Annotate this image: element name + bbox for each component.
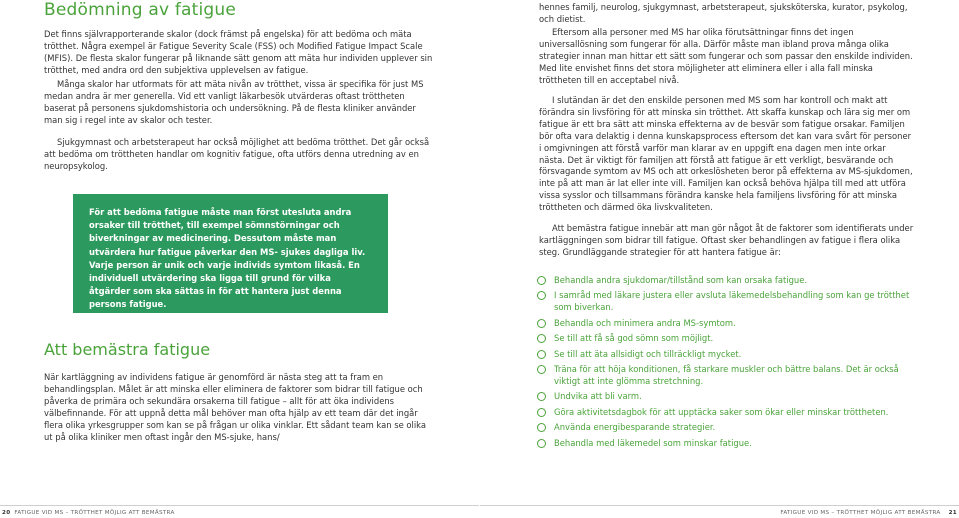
circle-bullet-icon <box>537 276 546 285</box>
list-item: Behandla och minimera andra MS-symtom. <box>537 318 917 330</box>
list-item: Behandla andra sjukdomar/tillstånd som kan orsaka fatigue. <box>537 275 917 287</box>
left-page <box>0 0 479 518</box>
highlight-text: För att bedöma fatigue måste man först utesluta andra orsaker till trötthet, till exempel sömnstörningar och biverkningar av medicinering. Dessutom måste man utvärdera hur fatigue påverkar den MS- sjukes dagliga liv. Varje person är unik och varje individs symtom likaså. En individuell utvärdering ska ligga till grund för vilka åtgärder som ska sättas in för att hantera just denna persons fatigue. <box>89 207 366 310</box>
footer-right <box>780 510 957 516</box>
footer-divider <box>480 505 959 506</box>
paragraph-intro: Det finns självrapporterande skalor (dock främst på engelska) för att bedöma och mäta trötthet. Några exempel är Fatigue Severity Scale (FSS) och Modified Fatigue Impact Scale (MFIS). De flesta skalor fungerar på liknande sätt genom att mäta hur individen upplever sin trötthet, med andra ord den subjektiva upplevelsen av fatigue. <box>44 29 433 75</box>
heading-bemastra: Att bemästra fatigue <box>44 340 211 359</box>
circle-bullet-icon <box>537 319 546 328</box>
circle-bullet-icon <box>537 350 546 359</box>
paragraph-scales: Många skalor har utformats för att mäta nivån av trötthet, vissa är specifika för just MS medan andra är mer generella. Vid ett vanligt läkarbesök utvärderas oftast tröttheten baserat på personens sjukdomshistoria och undersökning. På de flesta kliniker använder man sig i regel inte av skalor och tester. <box>44 79 424 125</box>
list-item: Träna för att höja konditionen, få starkare muskler och bättre balans. Det är också viktigt att inte glömma stretchning. <box>537 364 917 387</box>
circle-bullet-icon <box>537 291 546 300</box>
circle-bullet-icon <box>537 439 546 448</box>
footer-title: FATIGUE VID MS – TRÖTTHET MÖJLIG ATT BEMÄSTRA <box>14 510 175 516</box>
circle-bullet-icon <box>537 423 546 432</box>
list-item: Se till att äta allsidigt och tillräckligt mycket. <box>537 349 917 361</box>
circle-bullet-icon <box>537 365 546 374</box>
list-item: I samråd med läkare justera eller avsluta läkemedelsbehandling som kan ge trötthet som biverkan. <box>537 290 917 313</box>
paragraph-treatment-plan: När kartläggning av individens fatigue är genomförd är nästa steg att ta fram en behandlingsplan. Målet är att minska eller eliminera de faktorer som bidrar till fatigue och påverka de primära och sekundära orsakerna till fatigue – allt för att öka individens välbefinnande. För att uppnå detta mål behöver man ofta hjälp av ett team där det ingår flera olika yrkesgrupper som kan se på frågan ur olika vinklar. Ett sådant team kan se olika ut på olika kliniker men oftast ingår den MS-sjuke, hans/ <box>44 372 426 442</box>
paragraph-team: hennes familj, neurolog, sjukgymnast, arbetsterapeut, sjuksköterska, kurator, psykolog, och dietist. <box>539 2 908 24</box>
paragraph-control: I slutändan är det den enskilde personen med MS som har kontroll och makt att förändra sin livsföring för att minska sin trötthet. Att skaffa kunskap och lära sig mer om fatigue är ett bra sätt att minska effekterna av de besvär som fatigue orsakar. Familjen bör ofta vara delaktig i denna kunskapsprocess eftersom det kan vara svårt för personer i omgivningen att förstå varför man klarar av en uppgift ena dagen men inte orkar nästa. Det är viktigt för familjen att förstå att fatigue är ett verkligt, besvärande och försvagande symtom av MS och att orkeslösheten beror på effekterna av MS-sjukdomen, inte på att man är lat eller inte vill. Familjen kan också behöva hjälpa till med att utföra vissa sysslor och tillsammans förändra kanske hela familjens livsföring för att minska tröttheten och därmed öka livskvaliteten. <box>539 95 913 213</box>
list-item: Använda energibesparande strategier. <box>537 422 917 434</box>
page-number: 21 <box>948 510 957 516</box>
list-item: Undvika att bli varm. <box>537 391 917 403</box>
footer-title: FATIGUE VID MS – TRÖTTHET MÖJLIG ATT BEMÄSTRA <box>780 510 941 516</box>
page-number: 20 <box>2 510 11 516</box>
circle-bullet-icon <box>537 408 546 417</box>
paragraph-basics: Att bemästra fatigue innebär att man gör något åt de faktorer som identifierats under kartläggningen som bidrar till fatigue. Oftast sker behandlingen av fatigue i flera olika steg. Grundläggande strategier för att hantera fatigue är: <box>539 223 914 257</box>
list-item: Göra aktivitetsdagbok för att upptäcka saker som ökar eller minskar tröttheten. <box>537 407 917 419</box>
strategy-list <box>537 275 917 453</box>
list-item: Behandla med läkemedel som minskar fatigue. <box>537 438 917 450</box>
footer-divider <box>0 505 479 506</box>
footer-left <box>2 510 175 516</box>
paragraph-strategies: Eftersom alla personer med MS har olika förutsättningar finns det ingen universallösning som fungerar för alla. Därför måste man ibland prova många olika strategier innan man hittar ett sätt som fungerar och som passar den enskilde individen. Med lite envishet finns det stora möjligheter att eliminera eller i alla fall minska tröttheten till en acceptabel nivå. <box>539 27 913 85</box>
paragraph-therapist: Sjukgymnast och arbetsterapeut har också möjlighet att bedöma trötthet. Det går också att bedöma om tröttheten handlar om kognitiv fatigue, ofta utförs denna utredning av en neuropsykolog. <box>44 137 430 171</box>
circle-bullet-icon <box>537 392 546 401</box>
heading-bedomning: Bedömning av fatigue <box>44 0 237 20</box>
circle-bullet-icon <box>537 334 546 343</box>
highlight-box <box>73 194 388 313</box>
list-item: Se till att få så god sömn som möjligt. <box>537 333 917 345</box>
